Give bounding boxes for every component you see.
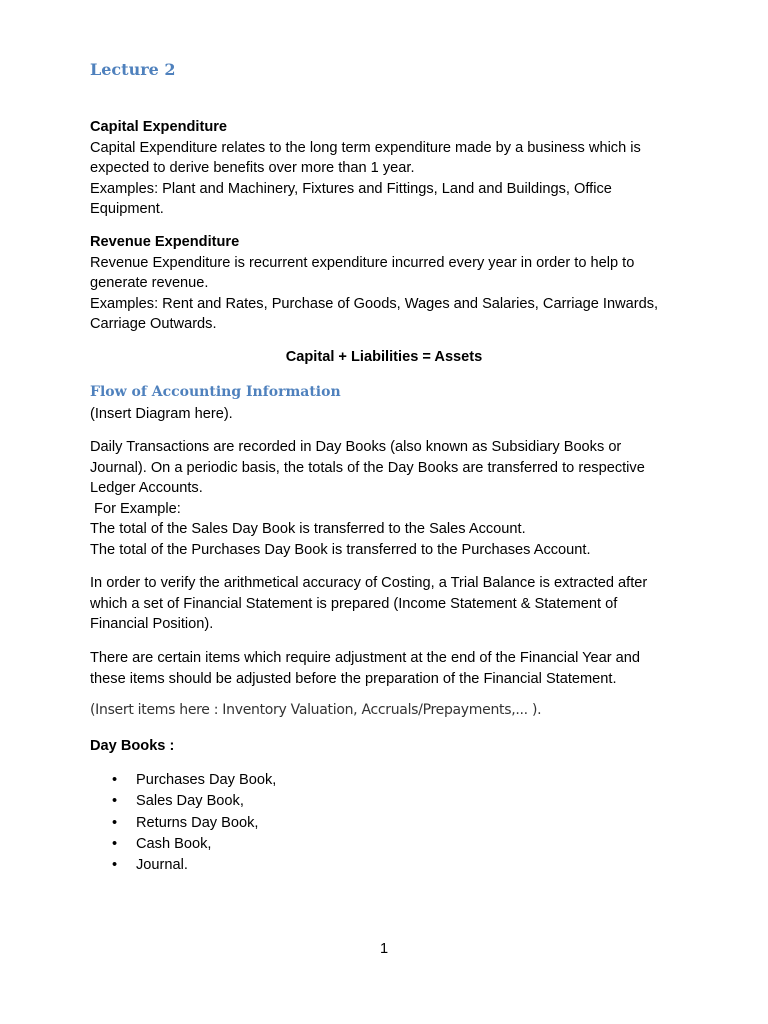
day-books-heading-text: Day Books : xyxy=(90,738,175,754)
paragraph-line: There are certain items which require adjustment at the end of the Financial Year and xyxy=(90,650,641,666)
paragraph-line: these items should be adjusted before the preparation of the Financial Statement. xyxy=(90,670,617,687)
capital-expenditure-section xyxy=(90,117,690,220)
trial-balance-paragraph xyxy=(90,573,690,635)
page-number: 1 xyxy=(379,941,389,957)
capital-line: Equipment. xyxy=(90,201,164,218)
bullet-icon: • xyxy=(112,814,118,831)
paragraph-line: Journal). On a periodic basis, the totals of the Day Books are transferred to respective xyxy=(90,459,645,476)
revenue-line: Carriage Outwards. xyxy=(90,316,217,333)
paragraph-line: For Example: xyxy=(90,500,181,517)
list-item xyxy=(112,834,276,855)
paragraph-line: which a set of Financial Statement is prepared (Income Statement & Statement of xyxy=(90,595,618,612)
list-item-text: Returns Day Book, xyxy=(136,814,259,831)
paragraph-line: In order to verify the arithmetical accuracy of Costing, a Trial Balance is extracted after xyxy=(90,575,648,591)
bullet-icon: • xyxy=(112,793,118,810)
bullet-icon: • xyxy=(112,835,118,852)
list-item xyxy=(112,813,276,834)
list-item-text: Journal. xyxy=(136,857,188,874)
day-books-heading xyxy=(90,736,690,757)
revenue-expenditure-section xyxy=(90,232,690,335)
list-item-text: Cash Book, xyxy=(136,835,212,852)
day-books-paragraph xyxy=(90,437,690,561)
list-item xyxy=(112,770,276,791)
bullet-icon: • xyxy=(112,857,118,874)
adjustments-paragraph xyxy=(90,648,690,689)
paragraph-line: Financial Position). xyxy=(90,616,214,633)
paragraph-line: Ledger Accounts. xyxy=(90,480,203,497)
list-item xyxy=(112,791,276,812)
paragraph-line: The total of the Purchases Day Book is transferred to the Purchases Account. xyxy=(90,541,591,558)
list-item xyxy=(112,855,276,876)
flow-heading: Flow of Accounting Information xyxy=(90,384,341,400)
revenue-expenditure-heading: Revenue Expenditure xyxy=(90,234,240,250)
capital-line: expected to derive benefits over more than 1 year. xyxy=(90,160,415,177)
revenue-line: generate revenue. xyxy=(90,275,209,292)
bullet-icon: • xyxy=(112,772,118,788)
diagram-placeholder xyxy=(90,404,690,425)
items-note: (Insert items here : Inventory Valuation, Accruals/Prepayments,... ). xyxy=(90,702,542,718)
list-item-text: Sales Day Book, xyxy=(136,793,244,810)
paragraph-line: The total of the Sales Day Book is transferred to the Sales Account. xyxy=(90,521,526,538)
day-books-list xyxy=(112,770,276,876)
list-item-text: Purchases Day Book, xyxy=(136,772,277,788)
paragraph-line: Daily Transactions are recorded in Day Books (also known as Subsidiary Books or xyxy=(90,439,622,455)
revenue-line: Examples: Rent and Rates, Purchase of Goods, Wages and Salaries, Carriage Inwards, xyxy=(90,295,659,312)
diagram-note: (Insert Diagram here). xyxy=(90,406,233,422)
capital-line: Capital Expenditure relates to the long term expenditure made by a business which is xyxy=(90,139,641,156)
capital-line: Examples: Plant and Machinery, Fixtures and Fittings, Land and Buildings, Office xyxy=(90,180,612,197)
capital-expenditure-heading: Capital Expenditure xyxy=(90,119,228,135)
accounting-equation: Capital + Liabilities = Assets xyxy=(285,349,483,365)
lecture-title: Lecture 2 xyxy=(90,60,176,79)
revenue-line: Revenue Expenditure is recurrent expenditure incurred every year in order to help to xyxy=(90,254,635,271)
